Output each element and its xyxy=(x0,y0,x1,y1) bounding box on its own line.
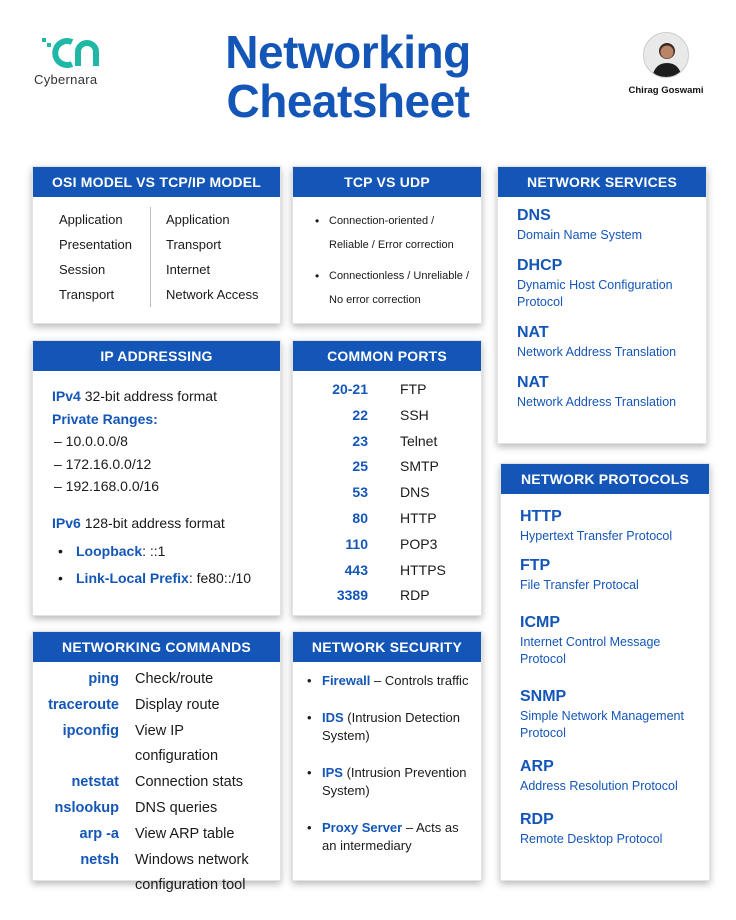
networking-commands-card xyxy=(32,631,281,894)
osi-layer: Transport xyxy=(59,287,115,302)
protocol-title: HTTP xyxy=(520,508,562,525)
network-services-card xyxy=(497,166,707,444)
tcp-udp-heading: TCP VS UDP xyxy=(293,167,481,197)
ports-heading: COMMON PORTS xyxy=(293,341,481,371)
protocol-desc: Address Resolution Protocol xyxy=(520,779,678,793)
network-protocols-card xyxy=(500,463,710,881)
ipv4-text: 32-bit address format xyxy=(80,388,217,404)
port-protocol: Telnet xyxy=(400,432,438,449)
avatar xyxy=(643,32,689,78)
service-item xyxy=(517,372,696,411)
ipv4-label: IPv4 xyxy=(52,388,81,404)
port-number: 3389 xyxy=(336,587,368,604)
security-item xyxy=(307,672,475,691)
port-number: 110 xyxy=(345,535,368,552)
port-number: 22 xyxy=(352,406,368,423)
service-item xyxy=(517,205,696,244)
command-name: netsh xyxy=(80,851,119,868)
security-item xyxy=(307,819,475,856)
security-item xyxy=(307,764,475,801)
link-local-value: : fe80::/10 xyxy=(188,570,252,586)
loopback-label: Loopback xyxy=(76,543,143,559)
protocol-item xyxy=(520,506,699,545)
common-ports-card xyxy=(292,340,482,616)
port-number: 80 xyxy=(352,509,368,526)
port-number: 443 xyxy=(344,561,368,578)
commands-heading: NETWORKING COMMANDS xyxy=(33,632,280,662)
private-range: – 172.16.0.0/12 xyxy=(54,455,152,472)
port-row xyxy=(293,454,481,480)
tcpip-layers xyxy=(151,207,258,307)
protocol-desc: Internet Control Message Protocol xyxy=(520,635,661,666)
port-number: 53 xyxy=(352,484,368,501)
port-row xyxy=(293,429,481,455)
command-desc: Windows network configuration tool xyxy=(135,851,249,894)
security-label: IDS xyxy=(322,709,344,725)
osi-layer: Application xyxy=(59,212,123,227)
protocol-item xyxy=(520,809,699,848)
protocol-item xyxy=(520,612,699,668)
port-row xyxy=(293,403,481,429)
service-desc: Network Address Translation xyxy=(517,345,677,359)
command-name: netstat xyxy=(71,774,119,791)
command-name: ping xyxy=(88,671,119,687)
command-desc: Connection stats xyxy=(135,774,244,791)
osi-layer: Presentation xyxy=(59,237,132,252)
command-row xyxy=(33,822,280,848)
tcp-udp-card xyxy=(292,166,482,324)
protocol-title: ARP xyxy=(520,758,554,775)
title-line-2: Cheatsheet xyxy=(226,75,470,127)
port-protocol: HTTPS xyxy=(400,561,446,578)
security-item xyxy=(307,709,475,746)
security-label: Proxy Server xyxy=(322,819,403,835)
service-title: NAT xyxy=(517,374,549,391)
protocol-item xyxy=(520,555,699,594)
ip-addressing-card xyxy=(32,340,281,616)
service-item xyxy=(517,255,696,311)
ipv6-text: 128-bit address format xyxy=(80,514,225,531)
tcpip-layer: Application xyxy=(166,212,230,227)
security-text: (Intrusion Prevention System) xyxy=(322,764,467,798)
command-row xyxy=(33,796,280,822)
service-desc: Domain Name System xyxy=(517,228,643,242)
port-protocol: FTP xyxy=(400,381,427,397)
command-row xyxy=(33,693,280,719)
port-number: 20-21 xyxy=(332,381,368,397)
page-title xyxy=(190,28,506,126)
port-row xyxy=(293,558,481,584)
loopback-value: : ::1 xyxy=(142,543,166,559)
cybernara-logo-icon xyxy=(42,36,106,72)
link-local-label: Link-Local Prefix xyxy=(76,570,189,586)
protocol-title: FTP xyxy=(520,557,551,574)
security-heading: NETWORK SECURITY xyxy=(293,632,481,662)
service-title: DNS xyxy=(517,207,551,224)
service-title: DHCP xyxy=(517,257,563,274)
tcpip-layer: Network Access xyxy=(166,287,259,302)
port-protocol: POP3 xyxy=(400,535,438,552)
port-protocol: SMTP xyxy=(400,458,439,475)
port-row xyxy=(293,583,481,609)
ipv6-bullet xyxy=(58,538,272,565)
protocol-desc: Simple Network Management Protocol xyxy=(520,709,684,740)
port-protocol: SSH xyxy=(400,406,429,423)
protocol-title: ICMP xyxy=(520,614,560,631)
port-row xyxy=(293,377,481,403)
private-range: – 10.0.0.0/8 xyxy=(54,433,128,449)
service-desc: Network Address Translation xyxy=(517,395,677,409)
security-text: – Controls traffic xyxy=(370,673,469,688)
port-protocol: DNS xyxy=(400,484,430,501)
author-name: Chirag Goswami xyxy=(628,85,704,96)
command-desc: DNS queries xyxy=(135,799,218,816)
tcpip-layer: Transport xyxy=(166,237,222,252)
command-name: traceroute xyxy=(48,696,119,713)
tcpip-layer: Internet xyxy=(166,262,211,277)
brand-name: Cybernara xyxy=(34,72,98,87)
osi-heading: OSI MODEL VS TCP/IP MODEL xyxy=(33,167,280,197)
port-number: 25 xyxy=(352,458,368,475)
command-row xyxy=(33,770,280,796)
port-protocol: HTTP xyxy=(400,509,437,526)
osi-layers xyxy=(59,207,151,307)
command-row xyxy=(33,848,280,900)
protocol-title: RDP xyxy=(520,811,554,828)
osi-card xyxy=(32,166,281,324)
protocol-desc: Hypertext Transfer Protocol xyxy=(520,529,673,543)
osi-layer: Session xyxy=(59,262,106,277)
services-heading: NETWORK SERVICES xyxy=(498,167,706,197)
protocol-title: SNMP xyxy=(520,688,567,705)
command-name: ipconfig xyxy=(62,722,119,739)
service-item xyxy=(517,322,696,361)
security-label: Firewall xyxy=(322,673,371,688)
title-line-1: Networking xyxy=(225,26,471,78)
protocol-desc: File Transfer Protocal xyxy=(520,578,639,592)
author-block xyxy=(618,32,714,96)
command-desc: Display route xyxy=(135,696,220,713)
port-row xyxy=(293,480,481,506)
port-row xyxy=(293,506,481,532)
protocol-item xyxy=(520,756,699,795)
ipv6-bullet xyxy=(58,565,272,592)
protocols-heading: NETWORK PROTOCOLS xyxy=(501,464,709,494)
security-label: IPS xyxy=(322,764,343,780)
command-row xyxy=(33,719,280,771)
udp-item: • Connectionless / Unreliable / No error correction xyxy=(313,264,475,312)
private-range: – 192.168.0.0/16 xyxy=(54,478,160,494)
port-row xyxy=(293,532,481,558)
port-number: 23 xyxy=(352,432,368,449)
brand-logo xyxy=(34,36,114,88)
ip-heading: IP ADDRESSING xyxy=(33,341,280,371)
command-desc: View IP configuration xyxy=(135,722,219,765)
protocol-desc: Remote Desktop Protocol xyxy=(520,832,663,846)
protocol-item xyxy=(520,686,699,742)
command-desc: Check/route xyxy=(135,671,214,687)
command-desc: View ARP table xyxy=(135,825,235,842)
command-row xyxy=(33,667,280,693)
security-text: (Intrusion Detection System) xyxy=(322,709,461,743)
person-icon xyxy=(644,33,689,78)
network-security-card xyxy=(292,631,482,881)
tcp-item: • Connection-oriented / Reliable / Error correction xyxy=(313,209,475,257)
port-protocol: RDP xyxy=(400,587,430,604)
ipv6-label: IPv6 xyxy=(52,514,81,531)
command-name: nslookup xyxy=(54,799,119,816)
command-name: arp -a xyxy=(79,825,119,842)
security-text: – Acts as an intermediary xyxy=(322,819,459,853)
service-title: NAT xyxy=(517,324,549,341)
private-ranges-label: Private Ranges: xyxy=(52,410,158,427)
service-desc: Dynamic Host Configuration Protocol xyxy=(517,278,673,309)
